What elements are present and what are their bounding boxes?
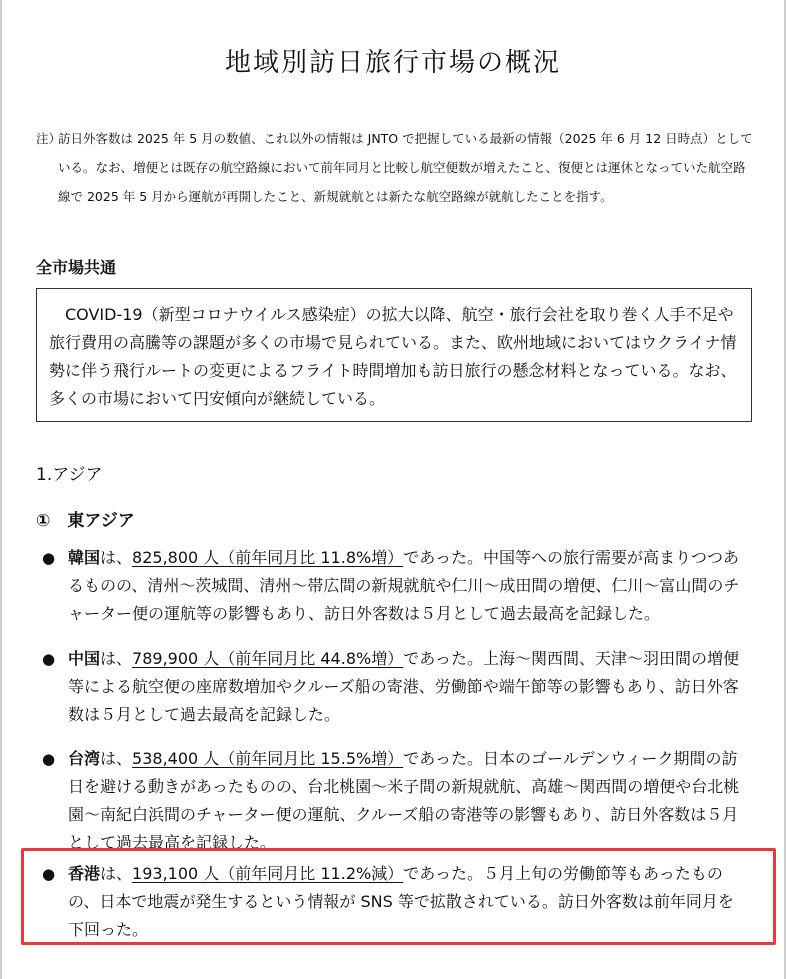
entry-description: であった。中国等への旅行需要が高まりつつあるものの、清州～茨城間、清州～帯広間の新規就航や仁川～成田間の増便、仁川～富山間のチャーター便の運航等の影響もあり、訪日外客数は５月として過去最高を記録した。: [68, 548, 740, 623]
market-name: 香港: [68, 864, 101, 883]
note-label: 注）: [36, 131, 62, 146]
entry-text: [68, 544, 748, 628]
east-asia-heading: ① 東アジア: [36, 511, 135, 531]
bullet-icon: ●: [42, 750, 56, 768]
market-entry-taiwan: [42, 745, 748, 857]
entry-connector: は、: [100, 548, 133, 567]
visitor-stat: 538,400 人（前年同月比 15.5%増）: [132, 749, 404, 768]
market-entry-china: [42, 645, 748, 729]
note-text: 訪日外客数は 2025 年 5 月の数値、これ以外の情報は JNTO で把握している最新の情報（2025 年 6 月 12 日時点）としている。なお、増便とは既存の航空路線において前年同月と比較し航空便数が増えたこと、復便とは運休となっていた航空路線で 2025 年 5 月から運航が再開したこと、新規就航とは新たな航空路線が就航したことを指す。: [58, 131, 753, 204]
visitor-stat: 193,100 人（前年同月比 11.2%減）: [132, 864, 404, 883]
market-entry-korea: [42, 544, 748, 628]
market-name: 韓国: [68, 548, 101, 567]
entry-description: であった。日本のゴールデンウィーク期間の訪日を避ける動きがあったものの、台北桃園～米子間の新規就航、高雄～関西間の増便や台北桃園～南紀白浜間のチャーター便の運航、クルーズ船の寄港等の影響もあり、訪日外客数は５月として過去最高を記録した。: [68, 749, 740, 852]
page-title: 地域別訪日旅行市場の概況: [224, 48, 561, 78]
highlight-box: [21, 848, 776, 945]
visitor-stat: 825,800 人（前年同月比 11.8%増）: [132, 548, 404, 567]
common-heading: 全市場共通: [36, 258, 117, 277]
market-name: 中国: [68, 649, 101, 668]
entry-connector: は、: [100, 864, 133, 883]
visitor-stat: 789,900 人（前年同月比 44.8%増）: [132, 649, 404, 668]
entry-connector: は、: [100, 749, 133, 768]
bullet-icon: ●: [42, 549, 56, 567]
asia-heading: 1.アジア: [36, 465, 103, 485]
page-edge-left: [0, 0, 2, 979]
market-name: 台湾: [68, 749, 101, 768]
entry-text: [68, 745, 748, 857]
common-summary-box: COVID-19（新型コロナウイルス感染症）の拡大以降、航空・旅行会社を取り巻く人手不足や旅行費用の高騰等の課題が多くの市場で見られている。また、欧州地域においてはウクライナ情勢に伴う飛行ルートの変更によるフライト時間増加も訪日旅行の懸念材料となっている。なお、多くの市場において円安傾向が継続している。: [36, 288, 752, 422]
bullet-icon: ●: [42, 650, 56, 668]
entry-text: [68, 645, 748, 729]
note-block: [36, 124, 754, 211]
entry-connector: は、: [100, 649, 133, 668]
entry-description: であった。５月上旬の労働節等もあったものの、日本で地震が発生するという情報が SNS 等で拡散されている。訪日外客数は前年同月を下回った。: [68, 864, 734, 939]
bullet-icon: ●: [42, 865, 56, 883]
entry-description: であった。上海～関西間、天津～羽田間の増便等による航空便の座席数増加やクルーズ船の寄港、労働節や端午節等の影響もあり、訪日外客数は５月として過去最高を記録した。: [68, 649, 740, 724]
